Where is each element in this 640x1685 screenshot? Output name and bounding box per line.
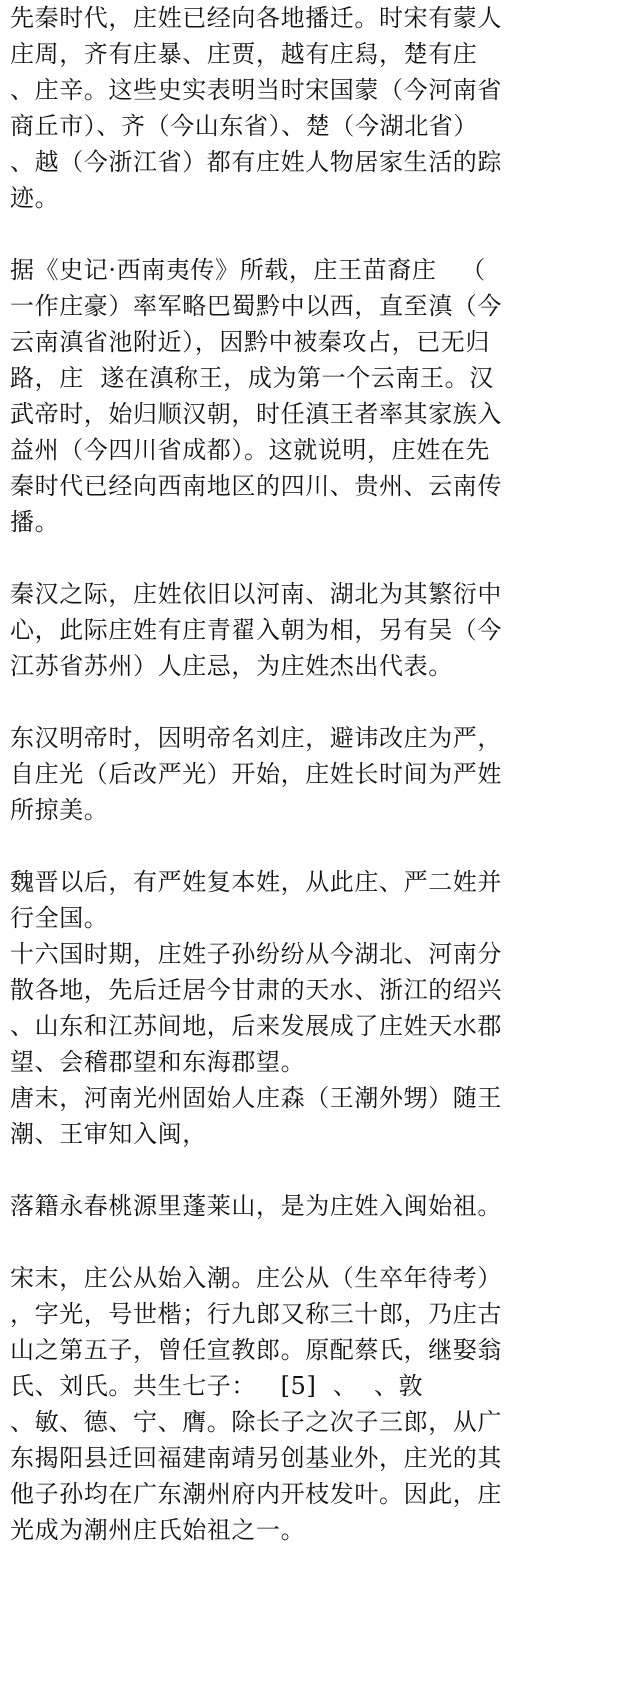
text-line: 光成为潮州庄氏始祖之一。 xyxy=(10,1516,306,1544)
text-line: 宋末，庄公从始入潮。庄公从（生卒年待考） xyxy=(10,1264,502,1292)
article-body xyxy=(10,0,635,1548)
text-line: 他子孙均在广东潮州府内开枝发叶。因此，庄 xyxy=(10,1480,502,1508)
text-line: 益州（今四川省成都）。这就说明，庄姓在先 xyxy=(10,436,490,464)
text-line: 、越（今浙江省）都有庄姓人物居家生活的踪 xyxy=(10,148,502,176)
text-line: 心，此际庄姓有庄青翟入朝为相，另有吴（今 xyxy=(10,616,502,644)
text-line: 散各地，先后迁居今甘肃的天水、浙江的绍兴 xyxy=(10,976,502,1004)
text-line: 、庄辛。这些史实表明当时宋国蒙（今河南省 xyxy=(10,76,502,104)
text-line: 十六国时期，庄姓子孙纷纷从今湖北、河南分 xyxy=(10,940,502,968)
paragraph-spacer xyxy=(10,216,635,252)
text-line: 山之第五子，曾任宣教郎。原配蔡氏，继娶翁 xyxy=(10,1336,502,1364)
text-line: ，字光，号世楷；行九郎又称三十郎，乃庄古 xyxy=(10,1300,502,1328)
text-line: 江苏省苏州）人庄忌，为庄姓杰出代表。 xyxy=(10,652,453,680)
text-line: 据《史记·西南夷传》所载，庄王苗裔庄 （ xyxy=(10,256,486,284)
text-line: 先秦时代，庄姓已经向各地播迁。时宋有蒙人 xyxy=(10,4,502,32)
paragraph-eastern-han xyxy=(10,720,635,828)
text-line: 商丘市）、齐（今山东省）、楚（今湖北省） xyxy=(10,112,478,140)
text-line: 望、会稽郡望和东海郡望。 xyxy=(10,1048,306,1076)
paragraph-fujian-ancestor xyxy=(10,1188,635,1224)
paragraph-song-chaozhou xyxy=(10,1260,635,1548)
text-line: 东汉明帝时，因明帝名刘庄，避讳改庄为严， xyxy=(10,724,502,752)
text-line: 迹。 xyxy=(10,184,60,212)
paragraph-wei-jin-tang xyxy=(10,864,635,1152)
paragraph-southwest-spread xyxy=(10,252,635,540)
paragraph-pre-qin-migration xyxy=(10,0,635,216)
text-line: 、敏、德、宁、膺。除长子之次子三郎，从广 xyxy=(10,1408,502,1436)
text-line: 秦时代已经向西南地区的四川、贵州、云南传 xyxy=(10,472,502,500)
text-line: 、山东和江苏间地，后来发展成了庄姓天水郡 xyxy=(10,1012,502,1040)
text-line: 播。 xyxy=(10,508,60,536)
text-line: 行全国。 xyxy=(10,904,109,932)
text-line: 氏、刘氏。共生七子： [5] 、 、敦 xyxy=(10,1372,424,1400)
paragraph-spacer xyxy=(10,540,635,576)
text-line: 一作庄豪）率军略巴蜀黔中以西，直至滇（今 xyxy=(10,292,502,320)
text-line: 东揭阳县迁回福建南靖另创基业外，庄光的其 xyxy=(10,1444,502,1472)
text-line: 秦汉之际，庄姓依旧以河南、湖北为其繁衍中 xyxy=(10,580,502,608)
paragraph-spacer xyxy=(10,684,635,720)
paragraph-spacer xyxy=(10,1224,635,1260)
paragraph-qin-han xyxy=(10,576,635,684)
text-line: 路，庄 遂在滇称王，成为第一个云南王。汉 xyxy=(10,364,494,392)
text-line: 落籍永春桃源里蓬莱山，是为庄姓入闽始祖。 xyxy=(10,1192,502,1220)
text-line: 魏晋以后，有严姓复本姓，从此庄、严二姓并 xyxy=(10,868,502,896)
text-line: 唐末，河南光州固始人庄森（王潮外甥）随王 xyxy=(10,1084,502,1112)
text-line: 所掠美。 xyxy=(10,796,109,824)
paragraph-spacer xyxy=(10,1152,635,1188)
text-line: 武帝时，始归顺汉朝，时任滇王者率其家族入 xyxy=(10,400,502,428)
text-line: 庄周，齐有庄暴、庄贾，越有庄舄，楚有庄 xyxy=(10,40,478,68)
text-line: 云南滇省池附近），因黔中被秦攻占，已无归 xyxy=(10,328,490,356)
text-line: 潮、王审知入闽， xyxy=(10,1120,207,1148)
paragraph-spacer xyxy=(10,828,635,864)
text-line: 自庄光（后改严光）开始，庄姓长时间为严姓 xyxy=(10,760,502,788)
